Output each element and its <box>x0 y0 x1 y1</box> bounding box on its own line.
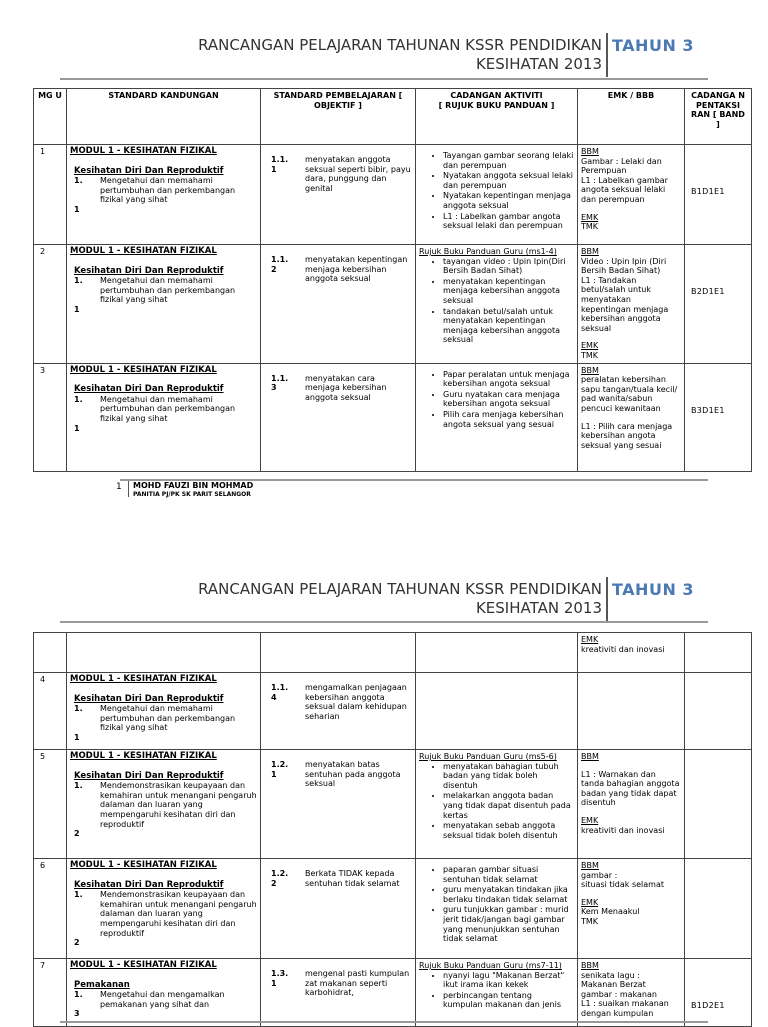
emk-line: gambar : makanan <box>581 989 657 999</box>
band-value <box>685 673 752 750</box>
activity-item: • perbincangan tentang kumpulan makanan dan jenis <box>443 991 574 1010</box>
activity-item: • Papar peralatan untuk menjaga kebersihan angota seksual <box>443 370 574 389</box>
sp-number <box>271 155 305 193</box>
standard-pembelajaran-cell <box>261 750 416 859</box>
emk-line: L1 : Pilih cara menjaga kebersihan angota seksual yang sesuai <box>581 421 673 450</box>
module-title: MODUL 1 - KESIHATAN FIZIKAL <box>70 960 217 970</box>
sk-line <box>74 990 257 1009</box>
activity-reference: Rujuk Buku Panduan Guru (ms1-4) <box>419 247 557 256</box>
emk-label: BBM <box>581 961 599 970</box>
plan-table-page1 <box>33 88 752 472</box>
sp-text: menyatakan anggota seksual seperti bibir, payu dara, punggung dan genital <box>305 155 411 193</box>
emk-label: BBM <box>581 147 599 156</box>
sp-line <box>271 760 412 789</box>
col-header-cadangan-aktiviti <box>416 89 578 145</box>
module-subtitle: Kesihatan Diri Dan Reproduktif <box>74 770 224 781</box>
standard-kandungan-cell <box>67 959 261 1027</box>
header2-divider <box>606 577 608 621</box>
sp-number-main: 1.2. <box>271 760 289 769</box>
cadangan-aktiviti-cell <box>416 673 578 750</box>
emk-line: L1 : suaikan makanan dengan kumpulan <box>581 999 669 1018</box>
sp-number-main: 1.1. <box>271 255 289 264</box>
col-header-pentaksiran: CADANGA N PENTAKSI RAN [ BAND ] <box>685 89 752 145</box>
activity-list <box>419 257 574 345</box>
module-subtitle: Pemakanan <box>74 979 130 990</box>
sp-number-main: 1.1. <box>271 155 289 164</box>
sp-line <box>271 255 412 284</box>
standard-kandungan-cell <box>67 859 261 959</box>
col-header-cadangan-aktiviti-line2: [ RUJUK BUKU PANDUAN ] <box>438 100 555 110</box>
sk-number: 1. <box>74 890 83 900</box>
sk-line <box>74 890 257 938</box>
emk-line <box>581 333 681 341</box>
sk-number: 1. <box>74 394 83 404</box>
emk-line: TMK <box>581 350 599 360</box>
table-row <box>34 750 752 859</box>
emk-line: Makanan Berzat <box>581 980 646 990</box>
band-value: B2D1E1 <box>685 245 752 364</box>
activity-item: • tandakan betul/salah untuk menyatakan kepentingan menjaga kebersihan anggota seksual <box>443 307 574 345</box>
cadangan-aktiviti-cell <box>416 245 578 364</box>
sk-line <box>74 781 257 829</box>
sk-number-sub: 2 <box>74 938 80 948</box>
sk-line <box>74 395 257 424</box>
sp-line <box>271 683 412 721</box>
sk-line <box>74 176 257 205</box>
emk-line: L1 : Tandakan betul/salah untuk menyatakan kepentingan menjaga kebersihan anggota seksual <box>581 275 669 333</box>
emk-line: Kem Menaakul <box>581 907 640 917</box>
sp-number-sub: 2 <box>271 264 277 274</box>
sp-line <box>271 155 412 193</box>
emk-line: senikata lagu : <box>581 970 640 980</box>
sp-number-main: 1.3. <box>271 969 289 978</box>
page-title-line1: RANCANGAN PELAJARAN TAHUNAN KSSR PENDIDIKAN <box>198 36 602 54</box>
cadangan-aktiviti-cell <box>416 363 578 471</box>
module-subtitle: Kesihatan Diri Dan Reproduktif <box>74 879 224 890</box>
sp-text: mengenal pasti kumpulan zat makanan seperti karbohidrat, <box>305 969 410 998</box>
emk-line <box>581 890 681 898</box>
table-row <box>34 145 752 245</box>
continued-emk-text: kreativiti dan inovasi <box>581 644 665 654</box>
sp-number <box>271 760 305 789</box>
emk-line: sapu tangan/tuala kecil/ pad wanita/sabun pencuci kewanitaan <box>581 384 678 413</box>
sk-number-sub: 2 <box>74 829 80 839</box>
emk-label: BBM <box>581 365 599 375</box>
sk-line <box>74 276 257 305</box>
standard-pembelajaran-cell <box>261 145 416 245</box>
col-header-mgu: MG U <box>34 89 67 145</box>
emk-bbb-cell <box>578 673 685 750</box>
emk-line: TMK <box>581 222 599 232</box>
standard-pembelajaran-cell <box>261 859 416 959</box>
standard-pembelajaran-cell <box>261 959 416 1027</box>
sp-line <box>271 869 412 888</box>
sp-number-sub: 3 <box>271 383 277 393</box>
sp-number-main: 1.1. <box>271 373 289 383</box>
activity-list <box>419 971 574 1010</box>
module-subtitle: Kesihatan Diri Dan Reproduktif <box>74 265 224 276</box>
module-title: MODUL 1 - KESIHATAN FIZIKAL <box>70 751 217 761</box>
continued-emk-label: EMK <box>581 635 599 644</box>
activity-item: • paparan gambar situasi sentuhan tidak selamat <box>443 865 574 884</box>
activity-item: • menyatakan sebab anggota seksual tidak boleh disentuh <box>443 821 574 840</box>
sp-number-sub: 1 <box>271 164 277 174</box>
standard-pembelajaran-cell <box>261 363 416 471</box>
sk-number-sub: 1 <box>74 423 80 433</box>
table-body-page2 <box>34 673 752 1027</box>
week-number: 6 <box>34 859 67 959</box>
sk-number: 1. <box>74 781 83 791</box>
week-number: 3 <box>34 363 67 471</box>
activity-list <box>419 151 574 231</box>
module-title: MODUL 1 - KESIHATAN FIZIKAL <box>70 364 217 375</box>
table-row <box>34 959 752 1027</box>
sk-text: Mengetahui dan memahami pertumbuhan dan perkembangan fizikal yang sihat <box>100 704 236 733</box>
emk-line <box>581 808 681 816</box>
page2-title-line1: RANCANGAN PELAJARAN TAHUNAN KSSR PENDIDIKAN <box>198 580 602 598</box>
header-rule <box>60 78 708 80</box>
emk-line: peralatan kebersihan <box>581 375 666 385</box>
week-number: 5 <box>34 750 67 859</box>
sk-number: 1. <box>74 704 83 714</box>
tahun2-label: TAHUN 3 <box>612 580 695 599</box>
sk-number: 1. <box>74 276 83 286</box>
activity-item: • Tayangan gambar seorang lelaki dan perempuan <box>443 151 574 170</box>
sp-number-main: 1.1. <box>271 683 289 692</box>
sp-number-sub: 4 <box>271 692 277 702</box>
sk-number-sub: 1 <box>74 204 80 214</box>
emk-line: gambar : <box>581 870 618 880</box>
table-row <box>34 245 752 364</box>
band-value: B1D2E1 <box>685 959 752 1027</box>
activity-item: • L1 : Labelkan gambar angota seksual lelaki dan perempuan <box>443 212 574 231</box>
cadangan-aktiviti-cell <box>416 145 578 245</box>
sk-text: Mengetahui dan memahami pertumbuhan dan perkembangan fizikal yang sihat <box>100 176 236 205</box>
continued-row <box>34 633 752 673</box>
module-subtitle: Kesihatan Diri Dan Reproduktif <box>74 384 224 395</box>
footer-divider <box>128 481 129 497</box>
sp-number-sub: 1 <box>271 769 277 779</box>
emk-line <box>581 762 681 770</box>
sp-number <box>271 255 305 284</box>
sk-text: Mengetahui dan memahami pertumbuhan dan perkembangan fizikal yang sihat <box>100 276 236 305</box>
sp-line <box>271 969 412 998</box>
activity-item: • Nyatakan anggota seksual lelaki dan perempuan <box>443 171 574 190</box>
band-value <box>685 859 752 959</box>
activity-item: • Nyatakan kepentingan menjaga anggota seksual <box>443 191 574 210</box>
emk-line: TMK <box>581 916 599 926</box>
module-title: MODUL 1 - KESIHATAN FIZIKAL <box>70 246 217 256</box>
col-header-standard-pembelajaran: STANDARD PEMBELAJARAN [ OBJEKTIF ] <box>261 89 416 145</box>
standard-kandungan-cell <box>67 145 261 245</box>
footer-page-number: 1 <box>116 482 122 492</box>
activity-item: • Guru nyatakan cara menjaga kebersihan angota seksual <box>443 390 574 409</box>
emk-line: Video : Upin Ipin (Diri Bersih Badan Sihat) <box>581 256 667 276</box>
band-value <box>685 750 752 859</box>
module-title: MODUL 1 - KESIHATAN FIZIKAL <box>70 146 217 156</box>
activity-item: • Pilih cara menjaga kebersihan angota seksual yang sesuai <box>443 410 574 429</box>
activity-item: • guru menyatakan tindakan jika berlaku tindakan tidak selamat <box>443 885 574 904</box>
table-row <box>34 363 752 471</box>
emk-bbb-cell <box>578 959 685 1027</box>
footer-panitia: PANITIA PJ/PK SK PARIT SELANGOR <box>133 491 251 498</box>
tahun-label: TAHUN 3 <box>612 36 695 55</box>
activity-item: • guru tunjukkan gambar : murid jerit tidak/jangan bagi gambar yang menunjukkan sentuhan tidak selamat <box>443 905 574 943</box>
activity-list <box>419 865 574 944</box>
sk-text: Mengetahui dan mengamalkan pemakanan yang sihat dan <box>100 990 225 1009</box>
col-header-standard-kandungan: STANDARD KANDUNGAN <box>67 89 261 145</box>
emk-bbb-cell <box>578 859 685 959</box>
sk-text: Mengetahui dan memahami pertumbuhan dan perkembangan fizikal yang sihat <box>100 394 236 423</box>
activity-item: • tayangan video : Upin Ipin(Diri Bersih Badan Sihat) <box>443 257 574 276</box>
emk-line: L1 : Labelkan gambar angota seksual lelaki dan perempuan <box>581 175 668 204</box>
sk-line <box>74 704 257 733</box>
sp-text: menyatakan kepentingan menjaga kebersihan anggota seksual <box>305 255 408 284</box>
standard-kandungan-cell <box>67 750 261 859</box>
emk-label: EMK <box>581 897 599 907</box>
sp-number-sub: 2 <box>271 878 277 888</box>
sp-number <box>271 374 305 403</box>
emk-line: L1 : Warnakan dan tanda bahagian anggota badan yang tidak dapat disentuh <box>581 769 680 808</box>
module-title: MODUL 1 - KESIHATAN FIZIKAL <box>70 674 217 684</box>
sp-line <box>271 374 412 403</box>
activity-item: • nyanyi lagu "Makanan Berzat" ikut irama ikan kekek <box>443 971 574 990</box>
sp-text: menyatakan batas sentuhan pada anggota seksual <box>305 760 401 789</box>
week-number: 1 <box>34 145 67 245</box>
standard-kandungan-cell <box>67 673 261 750</box>
emk-bbb-cell <box>578 363 685 471</box>
emk-line <box>581 205 681 213</box>
emk-line: Gambar : Lelaki dan Perempuan <box>581 156 662 176</box>
activity-list <box>419 762 574 841</box>
page2-title-line2: KESIHATAN 2013 <box>475 599 602 617</box>
week-number: 4 <box>34 673 67 750</box>
plan-table-page2 <box>33 632 752 1027</box>
table-body-page1 <box>34 145 752 472</box>
footer-author: MOHD FAUZI BIN MOHMAD <box>133 481 254 490</box>
emk-label: EMK <box>581 341 599 351</box>
emk-label: EMK <box>581 212 599 222</box>
emk-label: BBM <box>581 752 599 761</box>
sp-number-sub: 1 <box>271 978 277 988</box>
sp-number-main: 1.2. <box>271 869 289 878</box>
emk-label: BBM <box>581 247 599 256</box>
page-title-line2: KESIHATAN 2013 <box>475 55 602 73</box>
activity-reference: Rujuk Buku Panduan Guru (ms7-11) <box>419 961 562 970</box>
sk-number-sub: 1 <box>74 732 80 742</box>
activity-item: • melakarkan anggota badan yang tidak dapat disentuh pada kertas <box>443 791 574 820</box>
cadangan-aktiviti-cell <box>416 959 578 1027</box>
sk-number: 1. <box>74 176 83 186</box>
emk-line: kreativiti dan inovasi <box>581 825 665 835</box>
table-row <box>34 859 752 959</box>
emk-bbb-cell <box>578 245 685 364</box>
sp-text: mengamalkan penjagaan kebersihan anggota seksual dalam kehidupan seharian <box>305 683 407 721</box>
activity-item: • menyatakan kepentingan menjaga kebersihan anggota seksual <box>443 277 574 306</box>
cadangan-aktiviti-cell <box>416 859 578 959</box>
week-number: 7 <box>34 959 67 1027</box>
sk-number-sub: 3 <box>74 1009 80 1019</box>
sp-number <box>271 969 305 998</box>
band-value: B1D1E1 <box>685 145 752 245</box>
sk-number: 1. <box>74 990 83 1000</box>
module-subtitle: Kesihatan Diri Dan Reproduktif <box>74 693 224 704</box>
standard-kandungan-cell <box>67 363 261 471</box>
col-header-emk-bbb: EMK / BBB <box>578 89 685 145</box>
emk-label: BBM <box>581 861 599 870</box>
band-value: B3D1E1 <box>685 363 752 471</box>
bottom-rule <box>60 1021 708 1023</box>
sk-text: Mendemonstrasikan keupayaan dan kemahiran untuk menangani pengaruh dalaman dan luaran yang mempengaruhi kesihatan diri dan reproduktif <box>100 781 257 829</box>
header-divider <box>606 33 608 77</box>
emk-label: EMK <box>581 815 599 825</box>
emk-bbb-cell <box>578 145 685 245</box>
activity-item: • menyatakan bahagian tubuh badan yang tidak boleh disentuh <box>443 762 574 791</box>
emk-bbb-cell <box>578 750 685 859</box>
cadangan-aktiviti-cell <box>416 750 578 859</box>
module-subtitle: Kesihatan Diri Dan Reproduktif <box>74 165 224 176</box>
module-title: MODUL 1 - KESIHATAN FIZIKAL <box>70 860 217 870</box>
sk-number-sub: 1 <box>74 304 80 314</box>
table-row <box>34 673 752 750</box>
sp-text: menyatakan cara menjaga kebersihan anggota seksual <box>305 373 387 402</box>
emk-line: situasi tidak selamat <box>581 880 664 890</box>
activity-reference: Rujuk Buku Panduan Guru (ms5-6) <box>419 752 557 761</box>
col-header-cadangan-aktiviti-line1: CADANGAN AKTIVITI <box>450 91 543 100</box>
header2-rule <box>60 621 708 623</box>
standard-pembelajaran-cell <box>261 245 416 364</box>
sp-text: Berkata TIDAK kepada sentuhan tidak selamat <box>305 869 400 888</box>
emk-line <box>581 414 681 422</box>
standard-kandungan-cell <box>67 245 261 364</box>
sk-text: Mendemonstrasikan keupayaan dan kemahiran untuk menangani pengaruh dalaman dan luaran yang mempengaruhi kesihatan diri dan reproduktif <box>100 890 257 938</box>
sp-number <box>271 683 305 721</box>
standard-pembelajaran-cell <box>261 673 416 750</box>
week-number: 2 <box>34 245 67 364</box>
activity-list <box>419 370 574 430</box>
sp-number <box>271 869 305 888</box>
